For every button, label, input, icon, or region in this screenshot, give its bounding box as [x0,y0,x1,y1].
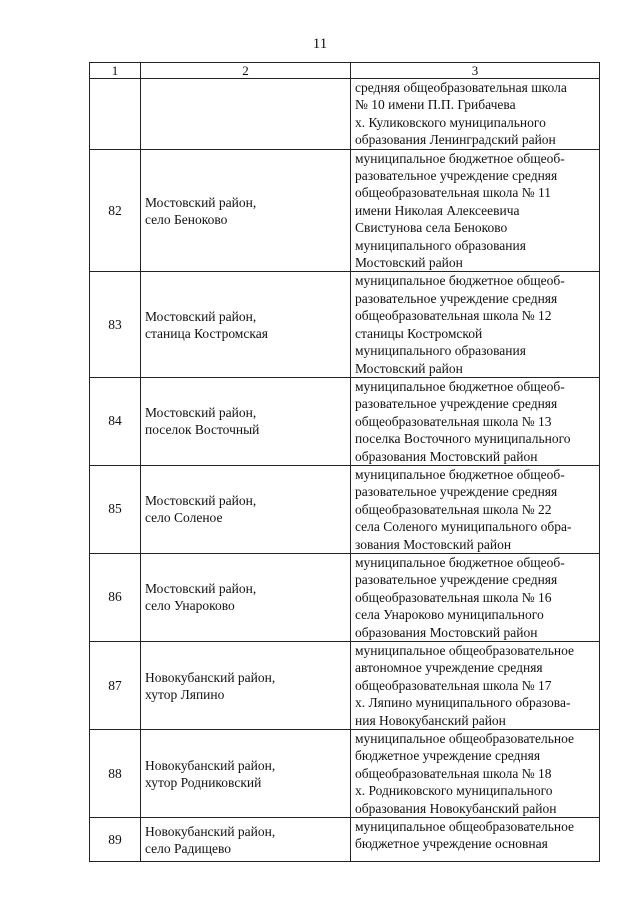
row-number: 84 [90,377,141,465]
page-number: 11 [312,36,328,52]
organization-line: образования Мостовский район [355,624,538,640]
organization-line: поселка Восточного муниципального [355,431,571,447]
organization-line: автономное учреждение средняя [355,660,543,676]
organization-line: муниципальное бюджетное общеоб- [355,466,565,482]
table-row [90,149,600,272]
location-cell [141,818,351,862]
organization-line: общеобразовательная школа № 17 [355,677,552,693]
organization-line: муниципального образования [355,237,526,253]
organization-line: имени Николая Алексеевича [355,202,520,218]
table-row [90,272,600,377]
organization-line: зования Мостовский район [355,536,512,552]
organization-cell [351,465,600,553]
organization-line: муниципальное бюджетное общеоб- [355,150,565,166]
table-row [90,377,600,465]
location-line: хутор Ляпино [145,686,225,702]
organization-line: села Унароково муниципального [355,607,544,623]
row-number: 83 [90,272,141,377]
organization-line: общеобразовательная школа № 18 [355,765,552,781]
location-cell [141,377,351,465]
location-line: поселок Восточный [145,422,260,438]
organization-line: общеобразовательная школа № 11 [355,185,551,201]
row-number: 85 [90,465,141,553]
location-line: село Беноково [145,211,228,227]
organization-line: бюджетное учреждение средняя [355,748,541,764]
location-line: Новокубанский район, [145,757,276,773]
organization-line: муниципальное бюджетное общеоб- [355,378,565,394]
organization-line: муниципальное общеобразовательное [355,643,575,658]
schools-table [89,62,600,862]
organization-line: ния Новокубанский район [355,712,506,728]
organization-cell [351,642,600,730]
table-row [90,79,600,150]
location-line: Мостовский район, [145,194,257,210]
location-line: Мостовский район, [145,493,257,509]
organization-line: х. Куликовского муниципального [355,114,546,130]
table-row [90,818,600,862]
location-cell [141,149,351,272]
organization-line: средняя общеобразовательная школа [355,80,567,95]
organization-line: х. Родниковского муниципального [355,783,553,799]
organization-line: муниципальное бюджетное общеоб- [355,273,565,289]
organization-cell [351,79,600,150]
header-col-2: 2 [141,63,351,79]
header-col-3: 3 [351,63,600,79]
organization-line: общеобразовательная школа № 16 [355,589,552,605]
table-row [90,553,600,641]
organization-line: муниципальное бюджетное общеоб- [355,554,565,570]
location-cell [141,730,351,818]
organization-line: Мостовский район [355,255,463,271]
header-col-1: 1 [90,63,141,79]
organization-line: разовательное учреждение средняя [355,290,558,306]
organization-line: разовательное учреждение средняя [355,484,558,500]
row-number: 88 [90,730,141,818]
organization-line: Свистунова села Беноково [355,220,508,236]
location-line: Мостовский район, [145,581,257,597]
row-number: 87 [90,642,141,730]
location-line: Новокубанский район, [145,823,276,839]
location-cell [141,465,351,553]
location-line: Мостовский район, [145,308,257,324]
organization-cell [351,730,600,818]
organization-line: разовательное учреждение средняя [355,572,558,588]
organization-line: общеобразовательная школа № 12 [355,308,552,324]
header-row [90,63,600,79]
table-row [90,465,600,553]
location-cell [141,272,351,377]
organization-line: муниципальное общеобразовательное [355,819,575,835]
organization-cell [351,149,600,272]
organization-cell [351,553,600,641]
table-row [90,642,600,730]
organization-line: Мостовский район [355,360,463,376]
location-line: станица Костромская [145,325,268,341]
location-line: Мостовский район, [145,405,257,421]
location-line: село Соленое [145,510,223,526]
location-line: село Радищево [145,840,232,856]
location-line: село Унароково [145,598,235,614]
organization-line: разовательное учреждение средняя [355,396,558,412]
table-row [90,730,600,818]
organization-line: станицы Костромской [355,325,483,341]
organization-line: общеобразовательная школа № 22 [355,501,552,517]
organization-line: муниципальное общеобразовательное [355,731,575,747]
organization-line: образования Мостовский район [355,448,538,464]
organization-line: № 10 имени П.П. Грибачева [355,97,516,113]
organization-cell [351,377,600,465]
organization-line: общеобразовательная школа № 13 [355,413,552,429]
organization-line: х. Ляпино муниципального образова- [355,695,571,711]
organization-cell [351,818,600,862]
location-line: хутор Родниковский [145,774,262,790]
organization-line: образования Ленинградский район [355,132,556,148]
organization-line: разовательное учреждение средняя [355,168,558,184]
location-cell [141,79,351,150]
row-number: 89 [90,818,141,862]
location-cell [141,642,351,730]
organization-line: села Соленого муниципального обра- [355,519,572,535]
organization-line: бюджетное учреждение основная [355,836,548,852]
row-number: 86 [90,553,141,641]
organization-line: муниципального образования [355,343,526,359]
location-cell [141,553,351,641]
organization-cell [351,272,600,377]
row-number: 82 [90,149,141,272]
location-line: Новокубанский район, [145,669,276,685]
row-number [90,79,141,150]
organization-line: образования Новокубанский район [355,800,557,816]
